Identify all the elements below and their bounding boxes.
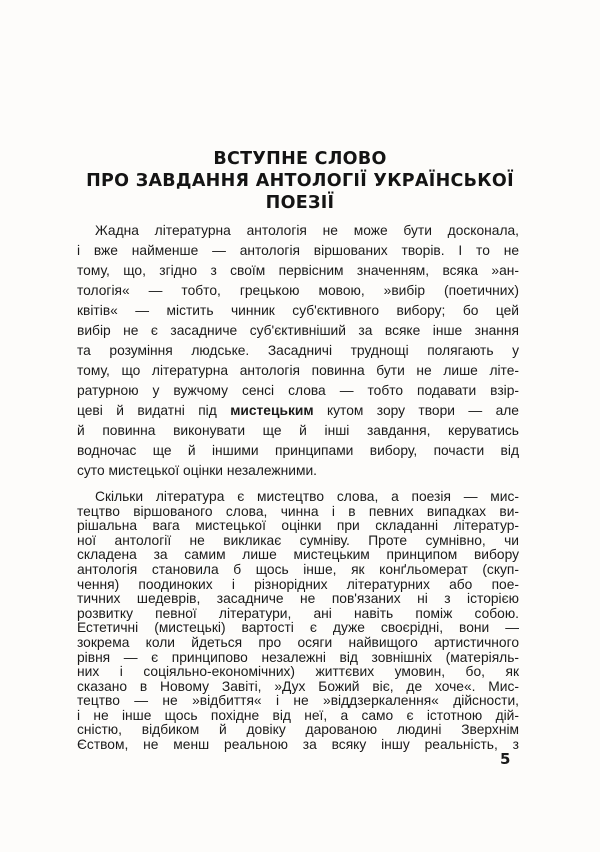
p2-line-12: рівня — є принципово незалежні від зовнішніх (матеріяль-: [77, 650, 519, 665]
p1-line-3: тому, що, згідно з своїм первісним значенням, всяка »ан-: [77, 263, 519, 278]
p1-line-7: та розуміння людське. Засадничі труднощі полягають у: [77, 343, 519, 358]
title-line-1: ВСТУПНЕ СЛОВО: [213, 149, 387, 169]
p2-line-16: і не інше щось похідне від неї, а само є істотною дій-: [77, 708, 519, 723]
p1-line-10-end: кутом зору твори — але: [313, 403, 519, 418]
title-line-2: ПРО ЗАВДАННЯ АНТОЛОГІЇ УКРАЇНСЬКОЇ: [86, 171, 514, 191]
p2-line-13: них і соціяльно-економічних) життєвих умовин, бо, як: [77, 665, 519, 680]
p2-line-6: антологія становила б щось інше, як конґльомерат (скуп-: [77, 562, 519, 577]
p2-line-15: тецтво — не »відбиття« і не »віддзеркалення« дійсности,: [77, 694, 519, 709]
p2-line-7: чення) поодиноких і різнорідних літературних або пое-: [77, 577, 519, 592]
p2-line-8: тичних шедеврів, засадниче не пов'язаних ні з історією: [77, 592, 519, 607]
p1-line-5: квітів« — містить чинник суб'єктивного вибору; бо цей: [77, 303, 519, 318]
p1-line-12: водночас ще й іншими принципами вибору, почасти від: [77, 443, 519, 458]
p2-line-18: Єством, не менш реальною за всяку іншу реальність, з: [77, 738, 519, 752]
p1-line-13: суто мистецької оцінки незалежними.: [77, 463, 317, 478]
p1-line-10-start: цеві й видатні під: [77, 403, 231, 418]
p2-line-1: Скільки література є мистецтво слова, а поезія — мис-: [95, 490, 519, 504]
p1-line-1: Жадна літературна антологія не може бути досконала,: [95, 223, 519, 238]
p1-line-11: й повинна виконувати ще й інші завдання, керуватись: [77, 423, 519, 438]
p2-line-3: рішальна вага мистецької оцінки при складанні літератур-: [77, 519, 519, 534]
p2-line-4: ної антології не викликає сумніву. Проте сумнівно, чи: [77, 533, 519, 548]
p2-line-10: Естетичні (мистецькі) вартості є дуже своєрідні, вони —: [77, 621, 519, 636]
p1-emphasis-word: мистецьким: [230, 403, 314, 418]
p1-line-9: ратурною у вужчому сенсі слова — тобто подавати взір-: [77, 383, 519, 398]
p1-line-6: вибір не є засадниче суб'єктивніший за всяке інше знання: [77, 323, 519, 338]
p1-line-8: тому, що літературна антологія повинна бути не лише літе-: [77, 363, 519, 378]
p2-line-14: сказано в Новому Завіті, »Дух Божий віє, де хоче«. Мис-: [77, 679, 519, 694]
p2-line-11: зокрема коли йдеться про осяги найвищого артистичного: [77, 635, 519, 650]
p1-line-4: тологія« — тобто, грецькою мовою, »вибір (поетичних): [77, 283, 519, 298]
p2-line-17: сністю, відбиком й довіку дарованою людині Зверхнім: [77, 723, 519, 738]
p2-line-5: складена за самим лише мистецьким принципом вибору: [77, 548, 519, 563]
p1-line-10: [77, 401, 519, 421]
p2-line-2: тецтво віршованого слова, чинна і в певних випадках ви-: [77, 504, 519, 519]
title-line-3: ПОЕЗІЇ: [265, 193, 335, 213]
page-number: 5: [500, 750, 511, 768]
p1-line-2: і вже найменше — антологія віршованих творів. І то не: [77, 243, 519, 258]
p2-line-9: розвитку певної літератури, ані навіть поміж собою.: [77, 606, 519, 621]
